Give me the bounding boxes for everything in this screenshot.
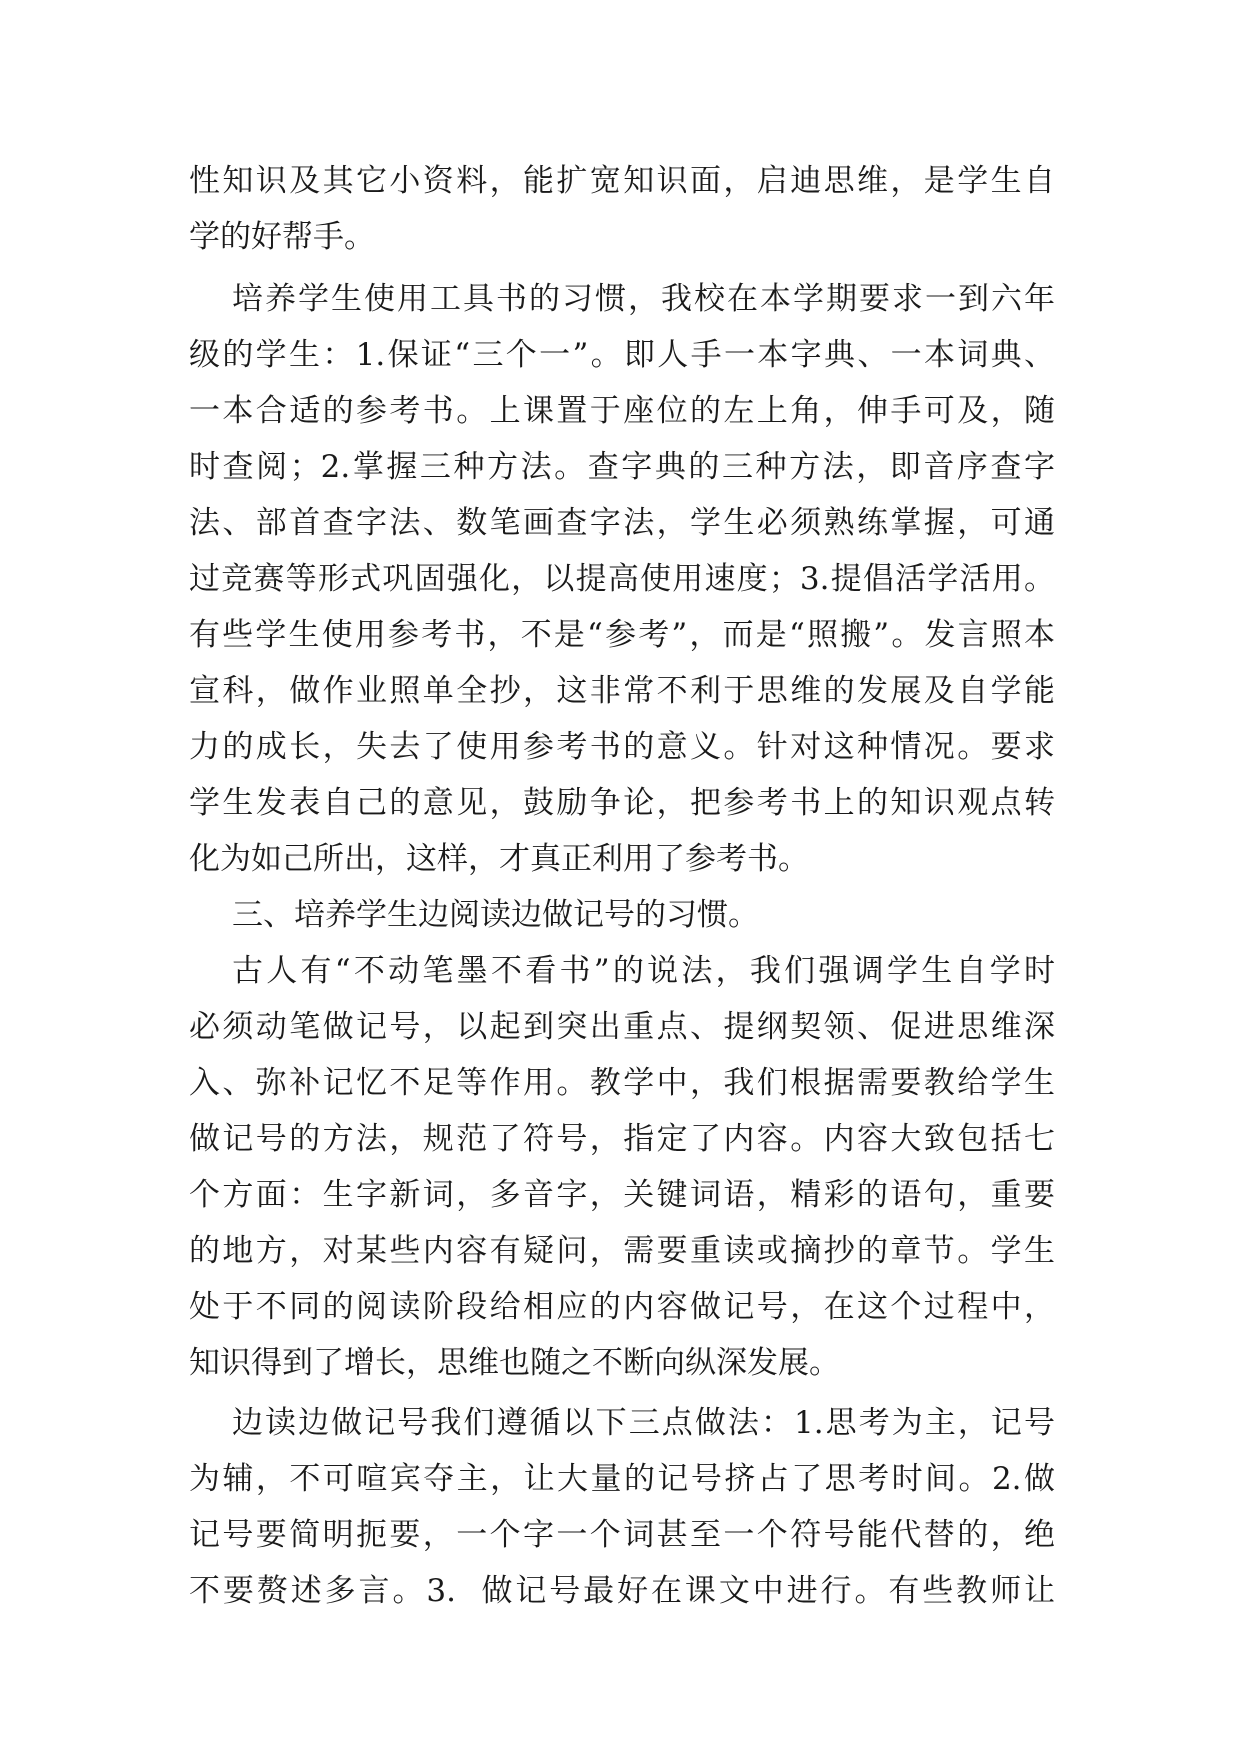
text-line: 记号要简明扼要，一个字一个词甚至一个符号能代替的，绝: [189, 1517, 1055, 1553]
document-body: [189, 156, 1055, 1616]
text-line: 处于不同的阅读阶段给相应的内容做记号，在这个过程中，: [189, 1289, 1055, 1325]
text-line: 有些学生使用参考书，不是“参考”，而是“照搬”。发言照本: [189, 617, 1055, 653]
paragraph-first-line: 培养学生使用工具书的习惯，我校在本学期要求一到六年: [232, 281, 1055, 317]
text-line: 法、部首查字法、数笔画查字法，学生必须熟练掌握，可通: [189, 505, 1055, 541]
text-line: 知识得到了增长，思维也随之不断向纵深发展。: [189, 1345, 840, 1381]
section-heading: 三、培养学生边阅读边做记号的习惯。: [232, 897, 759, 933]
text-line: 不要赘述多言。3. 做记号最好在课文中进行。有些教师让: [189, 1573, 1055, 1609]
text-line: 个方面：生字新词，多音字，关键词语，精彩的语句，重要: [189, 1177, 1055, 1213]
text-line: 力的成长，失去了使用参考书的意义。针对这种情况。要求: [189, 729, 1055, 765]
text-line: 性知识及其它小资料，能扩宽知识面，启迪思维，是学生自: [189, 163, 1055, 199]
paragraph-first-line: 古人有“不动笔墨不看书”的说法，我们强调学生自学时: [232, 953, 1055, 989]
text-line: 宣科，做作业照单全抄，这非常不利于思维的发展及自学能: [189, 673, 1055, 709]
text-line: 级的学生：1.保证“三个一”。即人手一本字典、一本词典、: [189, 337, 1055, 373]
paragraph-first-line: 边读边做记号我们遵循以下三点做法：1.思考为主，记号: [232, 1405, 1055, 1441]
text-line: 必须动笔做记号，以起到突出重点、提纲契领、促进思维深: [189, 1009, 1055, 1045]
text-line: 过竞赛等形式巩固强化，以提高使用速度；3.提倡活学活用。: [189, 561, 1055, 597]
text-line: 做记号的方法，规范了符号，指定了内容。内容大致包括七: [189, 1121, 1055, 1157]
text-line: 入、弥补记忆不足等作用。教学中，我们根据需要教给学生: [189, 1065, 1055, 1101]
text-line: 时查阅；2.掌握三种方法。查字典的三种方法，即音序查字: [189, 449, 1055, 485]
text-line: 为辅，不可喧宾夺主，让大量的记号挤占了思考时间。2.做: [189, 1461, 1055, 1497]
text-line: 学生发表自己的意见，鼓励争论，把参考书上的知识观点转: [189, 785, 1055, 821]
text-line: 化为如己所出，这样，才真正利用了参考书。: [189, 841, 809, 877]
text-line: 的地方，对某些内容有疑问，需要重读或摘抄的章节。学生: [189, 1233, 1055, 1269]
text-line: 一本合适的参考书。上课置于座位的左上角，伸手可及，随: [189, 393, 1055, 429]
text-line: 学的好帮手。: [189, 219, 375, 255]
